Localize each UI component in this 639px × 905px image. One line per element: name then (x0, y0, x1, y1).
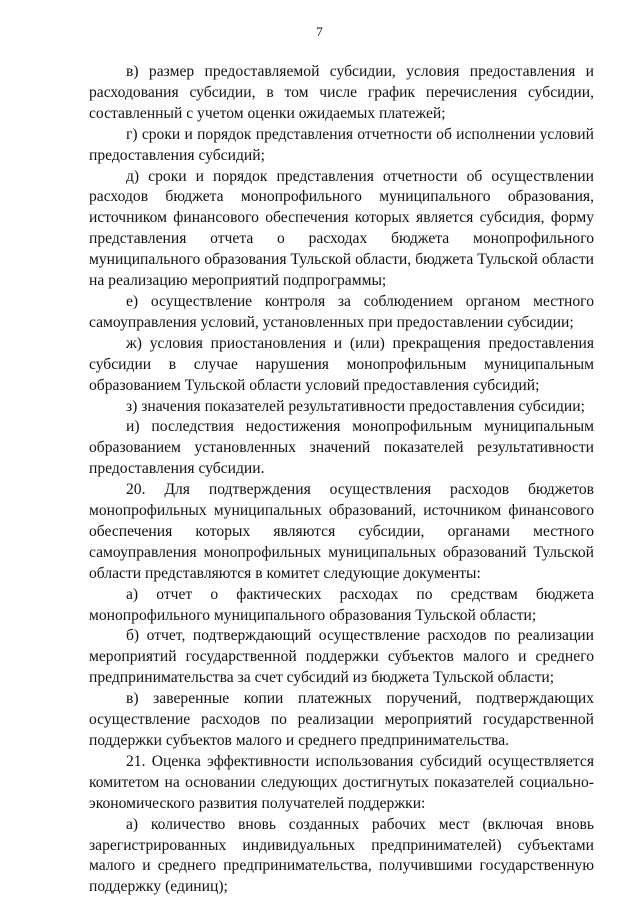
paragraph-support-expenses-report: б) отчет, подтверждающий осуществление расходов по реализации мероприятий государственной поддержки субъектов малого и среднего предпринимательства за счет субсидий из бюджета Тульской области; (89, 627, 594, 687)
paragraph-non-achievement-consequences: и) последствия недостижения монопрофильным муниципальным образованием установленных значений показателей результативности предоставления субсидии. (89, 418, 594, 478)
page-number: 7 (316, 24, 323, 39)
document-body (89, 62, 594, 898)
paragraph-new-jobs: а) количество вновь созданных рабочих мест (включая вновь зарегистрированных индивидуальных предпринимателей) субъектами малого и среднего предпринимательства, получившими государственную поддержку (единиц); (89, 815, 594, 896)
paragraph-subsidy-size: в) размер предоставляемой субсидии, условия предоставления и расходования субсидии, в том числе график перечисления субсидии, составленный с учетом оценки ожидаемых платежей; (89, 63, 594, 122)
paragraph-compliance-control: е) осуществление контроля за соблюдением органом местного самоуправления условий, установленных при предоставлении субсидии; (89, 292, 594, 331)
paragraph-suspension-conditions: ж) условия приостановления и (или) прекращения предоставления субсидии в случае нарушения монопрофильным муниципальным образованием Тульской области условий предоставления субсидий; (89, 334, 594, 394)
paragraph-section-20: 20. Для подтверждения осуществления расходов бюджетов монопрофильных муниципальных образований, источником финансового обеспечения которых являются субсидии, органами местного самоуправления монопрофильных муниципальных образований Тульской области представляются в комитет следующие документы: (89, 481, 594, 582)
paragraph-expense-reporting: д) сроки и порядок представления отчетности об осуществлении расходов бюджета монопрофильного муниципального образования, источником финансового обеспечения которых является субсидия, форму представления отчета о расходах бюджета монопрофильного муниципального образования Тульской области, бюджета Тульской области на реализацию мероприятий подпрограммы; (89, 167, 594, 290)
paragraph-performance-indicators: з) значения показателей результативности предоставления субсидии; (126, 397, 585, 415)
paragraph-reporting-deadlines: г) сроки и порядок представления отчетности об исполнении условий предоставления субсидий; (89, 125, 594, 164)
paragraph-section-21: 21. Оценка эффективности использования субсидий осуществляется комитетом на основании следующих достигнутых показателей социально-экономического развития получателей поддержки: (89, 752, 594, 812)
paragraph-actual-expenses-report: а) отчет о фактических расходах по средствам бюджета монопрофильного муниципального образования Тульской области; (89, 585, 594, 624)
paragraph-payment-orders: в) заверенные копии платежных поручений, подтверждающих осуществление расходов по реализации мероприятий государственной поддержки субъектов малого и среднего предпринимательства. (89, 690, 594, 749)
